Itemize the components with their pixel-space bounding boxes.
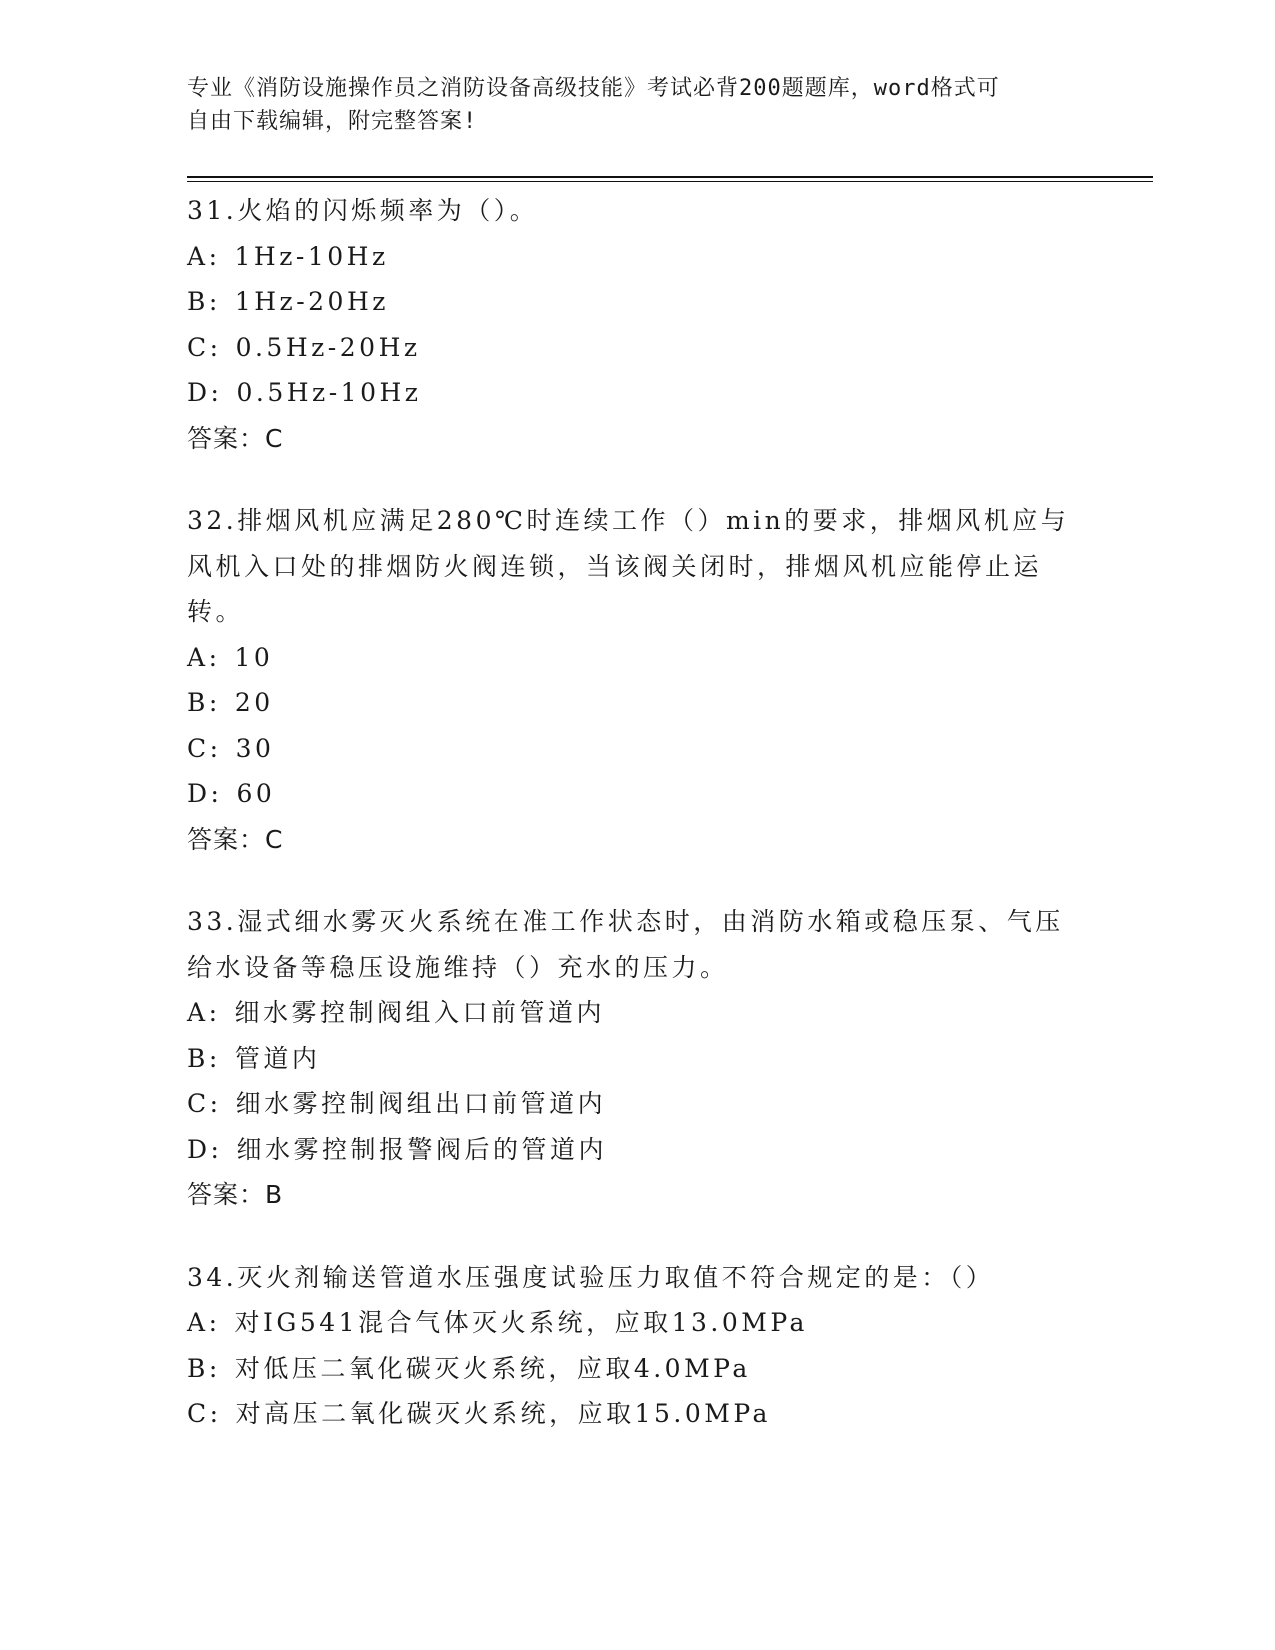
question-list [187,188,1087,1474]
option-letter: C [187,1399,210,1428]
option-text: 20 [234,688,274,717]
header-divider-thin [187,181,1153,182]
option-text: 对低压二氧化碳灭火系统，应取4.0MPa [234,1353,751,1383]
answer-value: B [265,1180,284,1209]
question-34 [187,1255,1087,1437]
option-text: 10 [234,642,274,672]
option-letter: B [187,688,209,717]
answer-line [187,1172,1087,1218]
option-text: 细水雾控制报警阀后的管道内 [236,1134,607,1164]
option-b: B: 管道内 [187,1043,321,1073]
option-c: C: 30 [187,733,275,763]
option-text: 管道内 [234,1043,321,1073]
option-letter: B [187,1043,209,1073]
option-letter: D [187,378,211,407]
option-text: 0.5Hz-10Hz [236,378,422,407]
option-letter: C [187,733,210,763]
answer-line [187,817,1087,863]
option-d: D: 60 [187,779,276,808]
option-text: 1Hz-10Hz [234,241,389,271]
answer-line [187,416,1087,462]
option-text: 30 [235,733,275,763]
document-header [187,72,1067,138]
answer-label: 答案： [187,824,266,854]
option-d: D: 0.5Hz-10Hz [187,378,422,407]
question-32 [187,498,1087,862]
header-line-1: 专业《消防设施操作员之消防设备高级技能》考试必背200题题库，word格式可 [187,76,1000,101]
option-c: C: 0.5Hz-20Hz [187,332,421,362]
option-c: C: 对高压二氧化碳灭火系统，应取15.0MPa [187,1399,771,1428]
option-letter: A [187,1308,209,1337]
option-text: 60 [236,779,276,808]
option-d: D: 细水雾控制报警阀后的管道内 [187,1134,607,1164]
option-a: A: 10 [187,642,274,672]
option-text: 1Hz-20Hz [234,287,389,316]
option-b: B: 1Hz-20Hz [187,287,389,316]
option-letter: B [187,287,209,316]
option-a: A: 1Hz-10Hz [187,241,389,271]
question-stem: 33.湿式细水雾灭火系统在准工作状态时，由消防水箱或稳压泵、气压给水设备等稳压设施维持（）充水的压力。 [187,907,1064,982]
answer-value: C [265,824,284,854]
option-c: C: 细水雾控制阀组出口前管道内 [187,1089,607,1118]
option-text: 细水雾控制阀组出口前管道内 [235,1089,607,1118]
option-letter: A [187,642,209,672]
question-stem: 32.排烟风机应满足280℃时连续工作（）min的要求，排烟风机应与风机入口处的排烟防火阀连锁，当该阀关闭时，排烟风机应能停止运转。 [187,506,1070,626]
option-letter: D [187,1134,211,1164]
option-text: 对IG541混合气体灭火系统，应取13.0MPa [234,1308,808,1337]
header-divider [187,176,1153,178]
answer-label: 答案： [187,423,266,453]
question-stem: 34.灭火剂输送管道水压强度试验压力取值不符合规定的是：（） [187,1262,995,1292]
option-text: 细水雾控制阀组入口前管道内 [234,998,606,1027]
option-letter: C [187,332,210,362]
option-b: B: 20 [187,688,274,717]
option-letter: B [187,1353,209,1383]
option-b: B: 对低压二氧化碳灭火系统，应取4.0MPa [187,1353,751,1383]
option-text: 0.5Hz-20Hz [235,332,421,362]
option-a: A: 对IG541混合气体灭火系统，应取13.0MPa [187,1308,808,1337]
answer-value: C [265,423,284,453]
answer-label: 答案： [187,1180,266,1209]
question-33 [187,899,1087,1218]
question-31 [187,188,1087,461]
option-a: A: 细水雾控制阀组入口前管道内 [187,998,606,1027]
option-letter: C [187,1089,210,1118]
option-letter: A [187,998,209,1027]
option-letter: A [187,241,209,271]
option-letter: D [187,779,211,808]
option-text: 对高压二氧化碳灭火系统，应取15.0MPa [235,1399,771,1428]
question-stem: 31.火焰的闪烁频率为（）。 [187,196,539,225]
header-line-2: 自由下载编辑，附完整答案! [187,109,478,134]
